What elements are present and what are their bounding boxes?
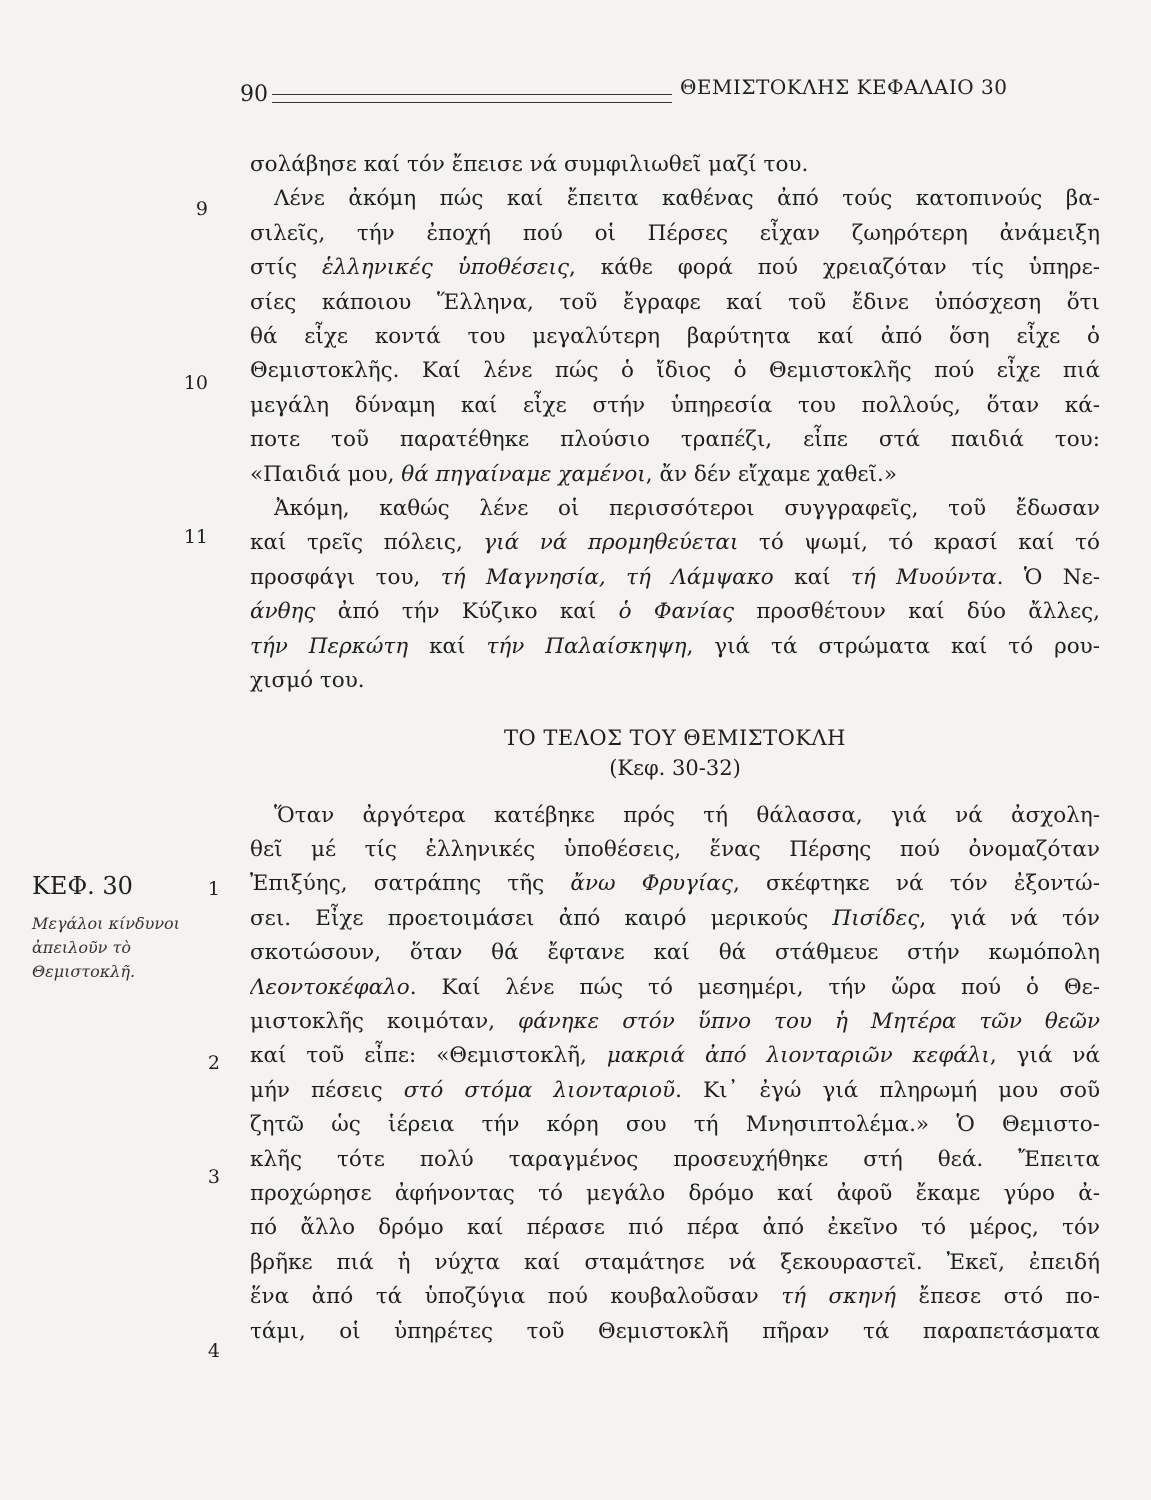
header-double-rule (272, 94, 672, 103)
text-line: καί τρεῖς πόλεις, γιά νά προμηθεύεται τό ψωμί, τό κρασί καί τό (250, 530, 1100, 556)
text-line: στίς ἑλληνικές ὑποθέσεις, κάθε φορά πού χρειαζόταν τίς ὑπηρε- (250, 255, 1100, 281)
text-line: θά εἶχε κοντά του μεγαλύτερη βαρύτητα καί ἀπό ὅση εἶχε ὁ (250, 324, 1100, 350)
section-subtitle: (Κεφ. 30-32) (609, 755, 741, 780)
text-line: καί τοῦ εἶπε: «Θεμιστοκλῆ, μακριά ἀπό λιονταριῶν κεφάλι, γιά νά (250, 1043, 1100, 1069)
text-line: κλῆς τότε πολύ ταραγμένος προσευχήθηκε στή θεά. Ἔπειτα (250, 1146, 1100, 1172)
text-line: μήν πέσεις στό στόμα λιονταριοῦ. Κι᾽ ἐγώ γιά πληρωμή μου σοῦ (250, 1077, 1100, 1103)
main-text (250, 148, 1100, 1349)
section-number: 11 (183, 526, 208, 548)
chapter-summary: Μεγάλοι κίνδυνοι ἀπειλοῦν τὸ Θεμιστοκλῆ. (32, 914, 180, 981)
section-number: 4 (207, 1340, 220, 1362)
section-number: 2 (207, 1052, 220, 1074)
text-line: σιλεῖς, τήν ἐποχή πού οἱ Πέρσες εἶχαν ζωηρότερη ἀνάμειξη (250, 220, 1100, 246)
text-line: μιστοκλῆς κοιμόταν, φάνηκε στόν ὕπνο του ἡ Μητέρα τῶν θεῶν (250, 1008, 1100, 1034)
text-line: σολάβησε καί τόν ἔπεισε νά συμφιλιωθεῖ μαζί του. (250, 152, 809, 177)
text-line: «Παιδιά μου, θά πηγαίναμε χαμένοι, ἄν δέν εἴχαμε χαθεῖ.» (250, 461, 897, 487)
section-number: 10 (183, 372, 208, 394)
section-number: 1 (207, 878, 220, 900)
text-line: ποτε τοῦ παρατέθηκε πλούσιο τραπέζι, εἶπε στά παιδιά του: (250, 427, 1100, 453)
text-line: θεῖ μέ τίς ἑλληνικές ὑποθέσεις, ἕνας Πέρσης πού ὀνομαζόταν (250, 836, 1100, 862)
section-number: 3 (207, 1166, 220, 1188)
text-line: ζητῶ ὡς ἱέρεια τήν κόρη σου τή Μνησιπτολέμα.» Ὁ Θεμιστο- (250, 1112, 1100, 1138)
text-line: τήν Περκώτη καί τήν Παλαίσκηψη, γιά τά στρώματα καί τό ρου- (250, 633, 1100, 659)
text-line: βρῆκε πιά ἡ νύχτα καί σταμάτησε νά ξεκουραστεῖ. Ἐκεῖ, ἐπειδή (250, 1249, 1100, 1275)
chapter-label: ΚΕΦ. 30 (32, 872, 133, 900)
text-line: Θεμιστοκλῆς. Καί λένε πώς ὁ ἴδιος ὁ Θεμιστοκλῆς πού εἶχε πιά (250, 358, 1100, 384)
text-line: ἕνα ἀπό τά ὑποζύγια πού κουβαλοῦσαν τή σκηνή ἔπεσε στό πο- (250, 1284, 1100, 1310)
text-line: προχώρησε ἀφήνοντας τό μεγάλο δρόμο καί ἀφοῦ ἔκαμε γύρο ἀ- (250, 1180, 1100, 1206)
text-line: χισμό του. (250, 668, 365, 694)
text-line: Λεοντοκέφαλο. Καί λένε πώς τό μεσημέρι, τήν ὥρα πού ὁ Θε- (250, 974, 1100, 1000)
page-number: 90 (240, 82, 268, 107)
text-line: Ἀκόμη, καθώς λένε οἱ περισσότεροι συγγραφεῖς, τοῦ ἔδωσαν (274, 496, 1100, 522)
section-number: 9 (195, 198, 208, 220)
section-title: ΤΟ ΤΕΛΟΣ ΤΟΥ ΘΕΜΙΣΤΟΚΛΗ (504, 725, 846, 750)
text-line: άνθης ἀπό τήν Κύζικο καί ὁ Φανίας προσθέτουν καί δύο ἄλλες, (250, 599, 1100, 625)
text-line: πό ἄλλο δρόμο καί πέρασε πιό πέρα ἀπό ἐκεῖνο τό μέρος, τόν (250, 1215, 1100, 1241)
text-line: μεγάλη δύναμη καί εἶχε στήν ὑπηρεσία του πολλούς, ὅταν κά- (250, 392, 1100, 418)
text-line: Ὅταν ἀργότερα κατέβηκε πρός τή θάλασσα, γιά νά ἀσχολη- (274, 802, 1100, 828)
text-line: σκοτώσουν, ὅταν θά ἔφτανε καί θά στάθμευε στήν κωμόπολη (250, 940, 1100, 966)
text-line: σίες κάποιου Ἕλληνα, τοῦ ἔγραφε καί τοῦ ἔδινε ὑπόσχεση ὅτι (250, 289, 1100, 315)
text-line: Ἐπιξύης, σατράπης τῆς ἄνω Φρυγίας, σκέφτηκε νά τόν ἐξοντώ- (250, 871, 1100, 897)
running-head: ΘΕΜΙΣΤΟΚΛΗΣ ΚΕΦΑΛΑΙΟ 30 (680, 75, 1008, 99)
text-line: τάμι, οἱ ὑπηρέτες τοῦ Θεμιστοκλῆ πῆραν τά παραπετάσματα (250, 1318, 1100, 1344)
text-line: σει. Εἶχε προετοιμάσει ἀπό καιρό μερικούς Πισίδες, γιά νά τόν (250, 905, 1100, 931)
text-line: προσφάγι του, τή Μαγνησία, τή Λάμψακο καί τή Μυούντα. Ὁ Νε- (250, 564, 1100, 590)
text-line: Λένε ἀκόμη πώς καί ἔπειτα καθένας ἀπό τούς κατοπινούς βα- (274, 186, 1100, 212)
